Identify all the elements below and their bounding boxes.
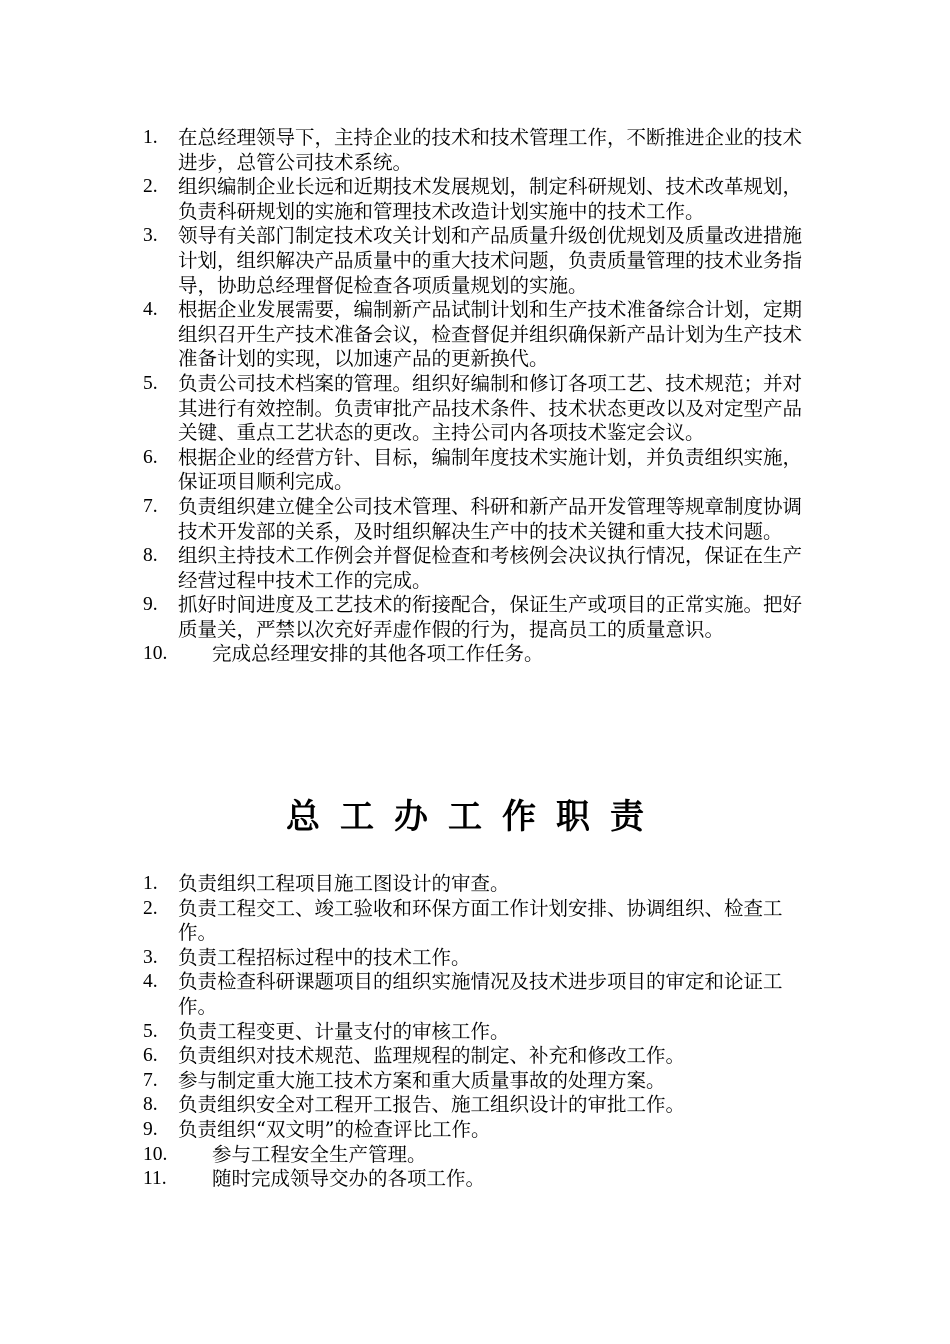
item-number: 9.: [143, 594, 158, 616]
item-text: 参与制定重大施工技术方案和重大质量事故的处理方案。: [178, 1068, 666, 1092]
list-item: [143, 1093, 813, 1118]
list-item: [143, 446, 813, 495]
item-text: 负责工程变更、计量支付的审核工作。: [178, 1019, 510, 1043]
item-number: 2.: [143, 897, 158, 919]
list-item: [143, 872, 813, 897]
item-number: 5.: [143, 372, 158, 394]
item-text: 负责组织对技术规范、监理规程的制定、补充和修改工作。: [178, 1044, 686, 1068]
list-item: [143, 495, 813, 544]
item-text: 领导有关部门制定技术攻关计划和产品质量升级创优规划及质量改进措施计划，组织解决产品质量中的重大技术问题，负责质量管理的技术业务指导，协助总经理督促检查各项质量规划的实施。: [178, 224, 803, 297]
list-item: [143, 1118, 813, 1143]
list-item: [143, 1020, 813, 1045]
item-number: 8.: [143, 1094, 158, 1116]
item-text: 负责组织建立健全公司技术管理、科研和新产品开发管理等规章制度协调技术开发部的关系，及时组织解决生产中的技术关键和重大技术问题。: [178, 494, 803, 543]
item-text: 随时完成领导交办的各项工作。: [212, 1167, 486, 1191]
item-text: 负责组织安全对工程开工报告、施工组织设计的审批工作。: [178, 1093, 686, 1117]
list-item: [143, 298, 813, 372]
item-text: 负责组织工程项目施工图设计的审查。: [178, 872, 510, 895]
responsibility-list-chief-engineer-office: [143, 872, 813, 1192]
item-number: 6.: [143, 1045, 158, 1067]
item-number: 10.: [143, 643, 168, 665]
list-item: [143, 372, 813, 446]
list-item: [143, 1143, 813, 1168]
item-number: 6.: [143, 446, 158, 468]
item-text: 负责公司技术档案的管理。组织好编制和修订各项工艺、技术规范；并对其进行有效控制。负责审批产品技术条件、技术状态更改以及对定型产品关键、重点工艺状态的更改。主持公司内各项技术鉴定会议。: [178, 371, 803, 445]
list-item: [143, 642, 813, 667]
list-item: [143, 946, 813, 971]
item-number: 1.: [143, 873, 158, 894]
list-item: [143, 1167, 813, 1192]
item-number: 5.: [143, 1020, 158, 1042]
item-text: 抓好时间进度及工艺技术的衔接配合，保证生产或项目的正常实施。把好质量关，严禁以次充好弄虚作假的行为，提高员工的质量意识。: [178, 593, 803, 641]
item-number: 11.: [143, 1168, 167, 1190]
item-number: 7.: [143, 495, 158, 517]
list-item: [143, 970, 813, 1019]
item-number: 9.: [143, 1118, 158, 1140]
item-text: 负责工程交工、竣工验收和环保方面工作计划安排、协调组织、检查工作。: [178, 896, 783, 945]
list-item: [143, 1069, 813, 1094]
list-item: [143, 1044, 813, 1069]
item-number: 2.: [143, 176, 158, 198]
list-item: [143, 593, 813, 642]
section-title: 总工办工作职责: [286, 796, 664, 837]
item-text: 组织编制企业长远和近期技术发展规划，制定科研规划、技术改革规划，负责科研规划的实施和管理技术改造计划实施中的技术工作。: [178, 175, 803, 223]
list-item: [143, 224, 813, 298]
item-text: 根据企业的经营方针、目标，编制年度技术实施计划，并负责组织实施，保证项目顺利完成。: [178, 445, 803, 494]
item-number: 3.: [143, 946, 158, 968]
list-item: [143, 544, 813, 593]
item-text: 在总经理领导下，主持企业的技术和技术管理工作，不断推进企业的技术进步，总管公司技术系统。: [178, 126, 803, 174]
item-text: 负责检查科研课题项目的组织实施情况及技术进步项目的审定和论证工作。: [178, 970, 783, 1018]
item-number: 8.: [143, 545, 158, 567]
item-text: 根据企业发展需要，编制新产品试制计划和生产技术准备综合计划，定期组织召开生产技术准备会议，检查督促并组织确保新产品计划为生产技术准备计划的实现，以加速产品的更新换代。: [178, 298, 803, 371]
item-number: 1.: [143, 127, 158, 148]
item-number: 4.: [143, 299, 158, 321]
item-number: 3.: [143, 225, 158, 247]
item-text: 组织主持技术工作例会并督促检查和考核例会决议执行情况，保证在生产经营过程中技术工作的完成。: [178, 544, 803, 592]
item-text: 负责工程招标过程中的技术工作。: [178, 945, 471, 969]
item-number: 7.: [143, 1069, 158, 1091]
item-number: 4.: [143, 971, 158, 993]
responsibility-list-chief-engineer: [143, 126, 813, 667]
list-item: [143, 897, 813, 946]
item-number: 10.: [143, 1143, 168, 1165]
list-item: [143, 175, 813, 224]
item-text: 负责组织“双文明”的检查评比工作。: [178, 1117, 491, 1141]
item-text: 参与工程安全生产管理。: [212, 1142, 427, 1166]
list-item: [143, 126, 813, 175]
item-text: 完成总经理安排的其他各项工作任务。: [212, 642, 544, 666]
